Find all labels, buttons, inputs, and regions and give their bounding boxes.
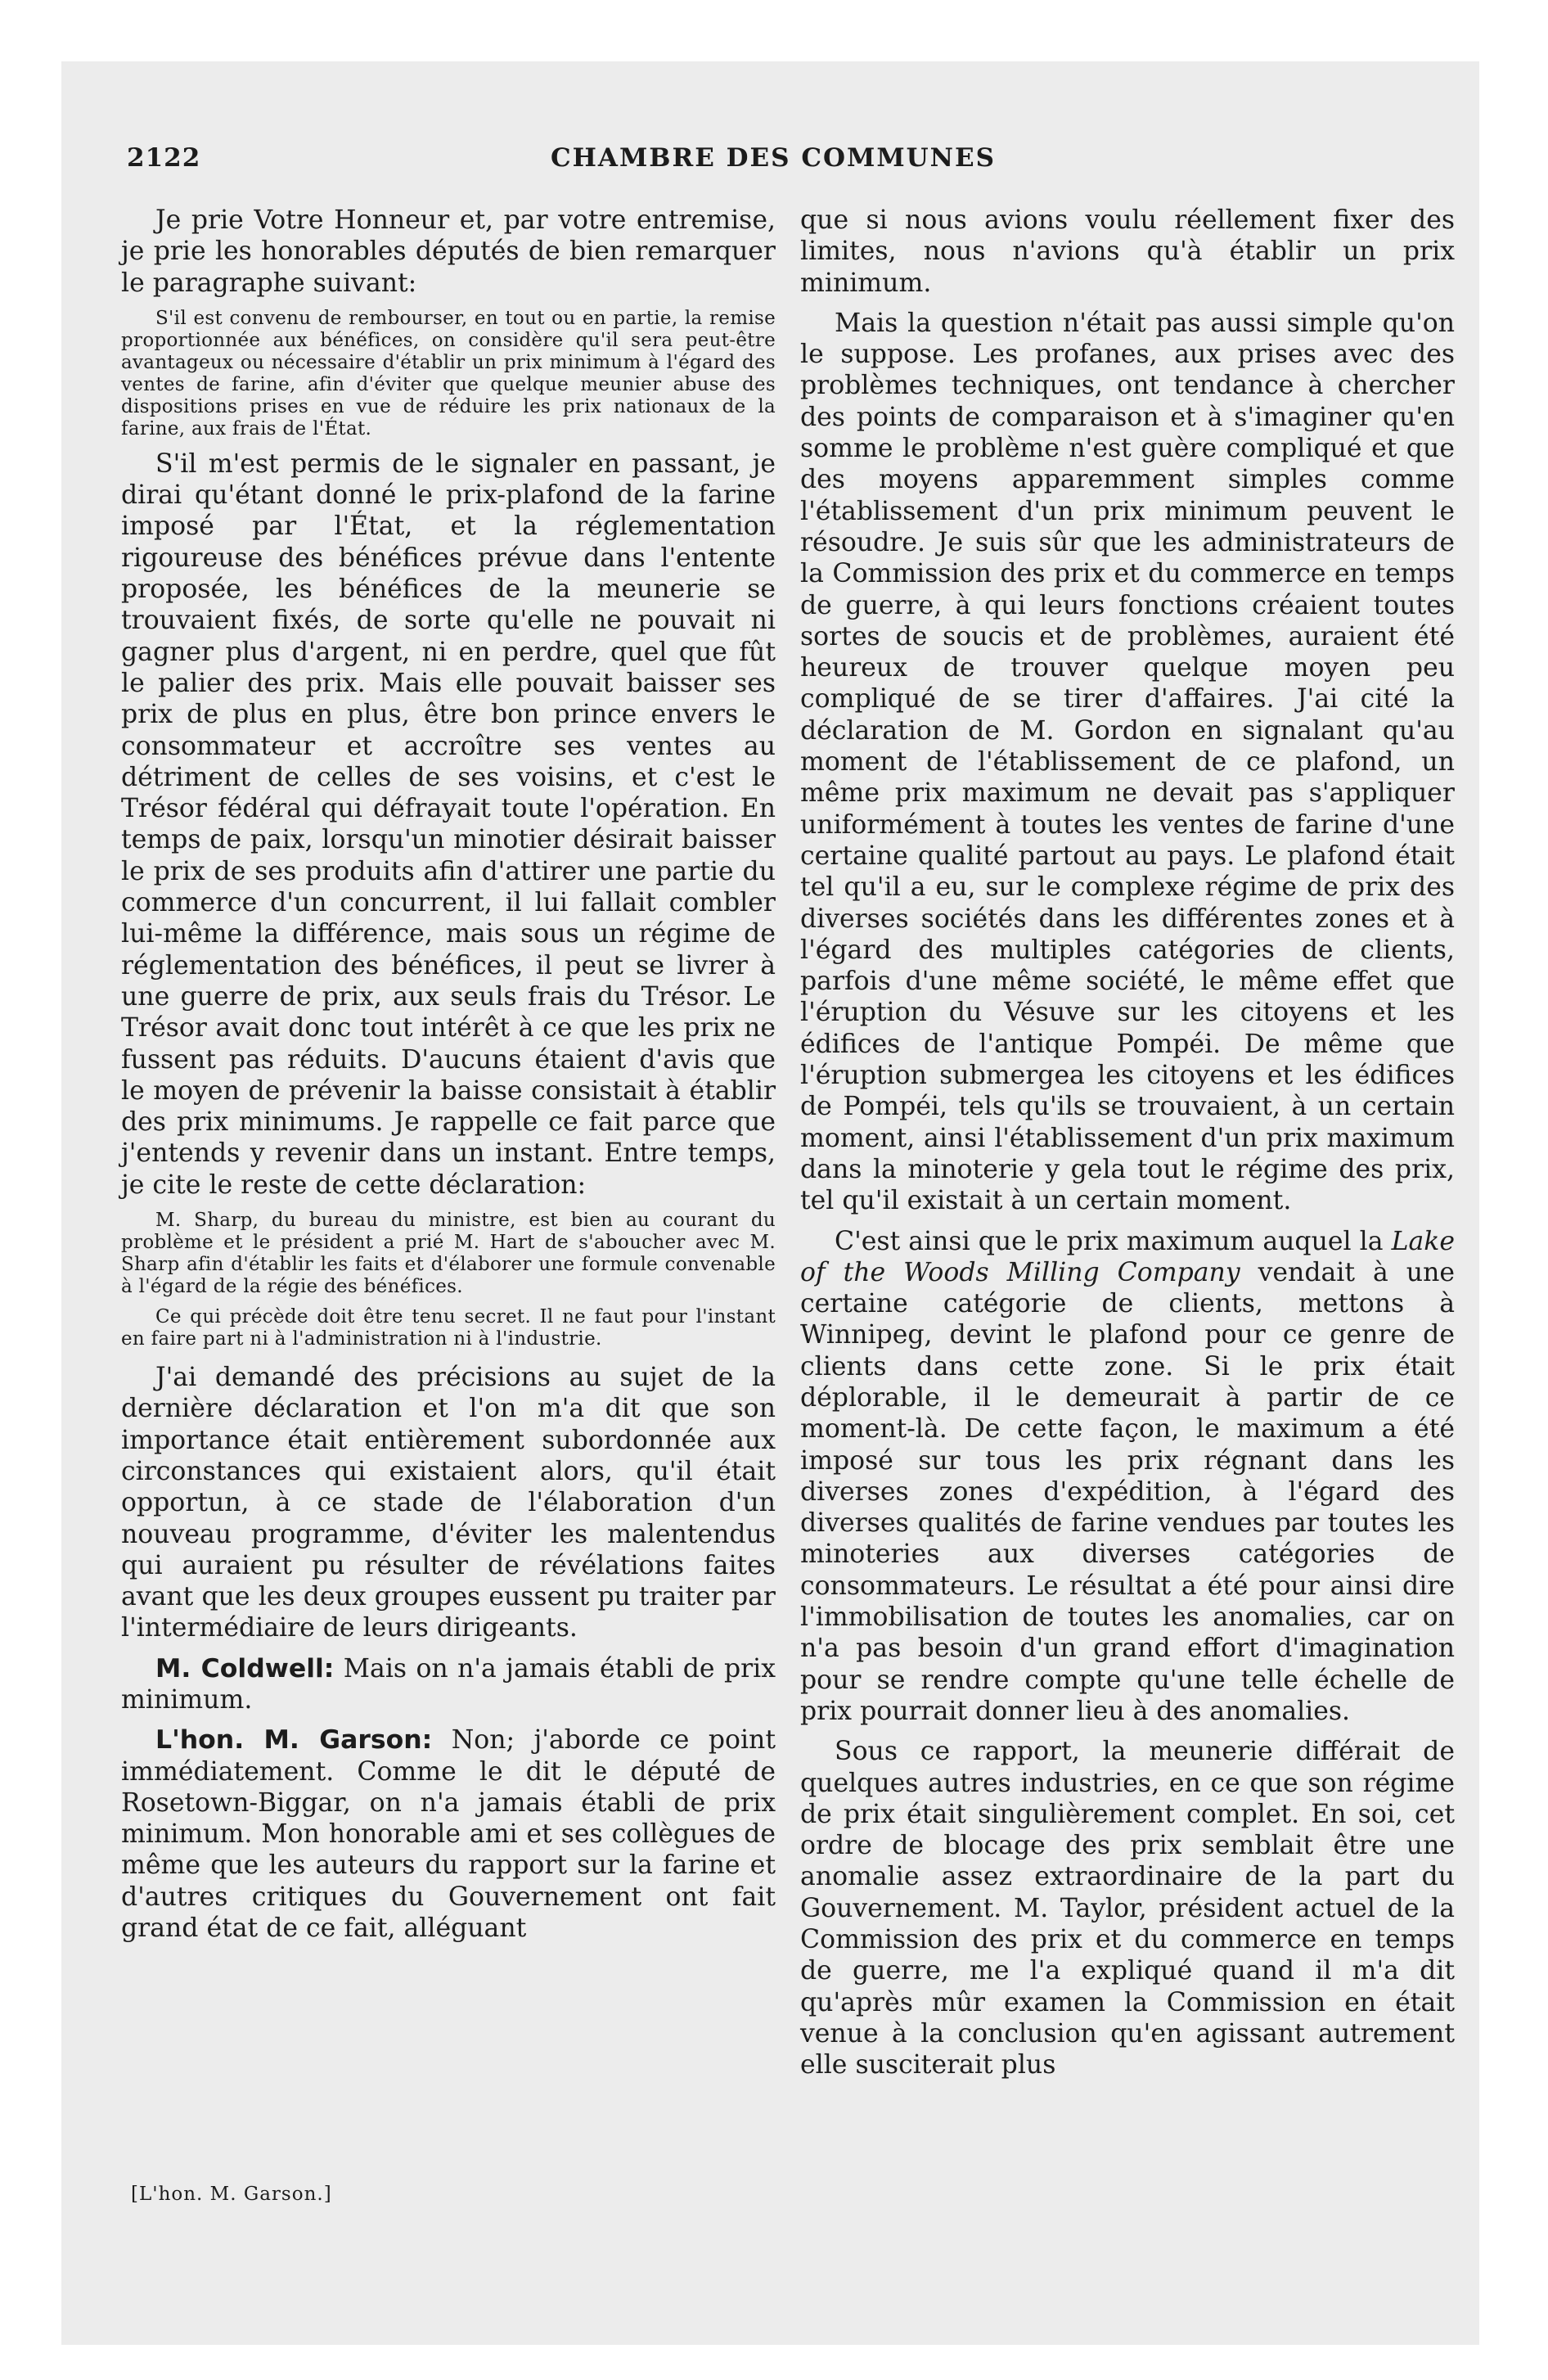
paragraph: Je prie Votre Honneur et, par votre entremise, je prie les honorables députés de bien remarquer le paragraphe suivant: — [121, 205, 776, 298]
speech-text: Non; j'aborde ce point immédiatement. Comme le dit le député de Rosetown-Biggar, on n'a jamais établi de prix minimum. Mon honorable ami et ses collègues de même que les auteurs du rapport sur la farine et d'autres critiques du Gouvernement ont fait grand état de ce fait, alléguant — [121, 1725, 776, 1944]
paragraph: que si nous avions voulu réellement fixer des limites, nous n'avions qu'à établir un prix minimum. — [800, 205, 1455, 298]
speaker-name: L'hon. M. Garson: — [155, 1725, 433, 1756]
quoted-passage: Ce qui précède doit être tenu secret. Il ne faut pour l'instant en faire part ni à l'administration ni à l'industrie. — [121, 1306, 776, 1350]
right-column — [800, 205, 1455, 2090]
left-column — [121, 205, 776, 1953]
speech-text: Mais on n'a jamais établi de prix minimum. — [121, 1653, 776, 1715]
paragraph-text: C'est ainsi que le prix maximum auquel la — [835, 1226, 1384, 1256]
speaker-name: M. Coldwell: — [155, 1653, 335, 1684]
running-title: CHAMBRE DES COMMUNES — [550, 143, 997, 173]
speech-coldwell — [121, 1653, 776, 1716]
paragraph-text: vendait à une certaine catégorie de clients, mettons à Winnipeg, devint le plafond pour ce genre de clients dans cette zone. Si le prix était déplorable, il le demeurait à partir de ce moment-là. De cette façon, le maximum a été imposé sur tous les prix régnant dans les diverses zones d'expédition, à l'égard des diverses qualités de farine vendues par toutes les minoteries aux diverses catégories de consommateurs. Le résultat a été pour ainsi dire l'immobilisation de toutes les anomalies, car on n'a pas besoin d'un grand effort d'imagination pour se rendre compte qu'une telle échelle de prix pourrait donner lieu à des anomalies. — [800, 1257, 1455, 1726]
quoted-passage: S'il est convenu de rembourser, en tout ou en partie, la remise proportionnée aux bénéfices, on considère qu'il sera peut-être avantageux ou nécessaire d'établir un prix minimum à l'égard des ventes de farine, afin d'éviter que quelque meunier abuse des dispositions prises en vue de réduire les prix nationaux de la farine, aux frais de l'État. — [121, 307, 776, 439]
speech-garson — [121, 1724, 776, 1944]
page-header — [127, 143, 1420, 180]
paragraph — [800, 1226, 1455, 1728]
paragraph: S'il m'est permis de le signaler en passant, je dirai qu'étant donné le prix-plafond de la farine imposé par l'État, et la réglementation rigoureuse des bénéfices prévue dans l'entente proposée, les bénéfices de la meunerie se trouvaient fixés, de sorte qu'elle ne pouvait ni gagner plus d'argent, ni en perdre, quel que fût le palier des prix. Mais elle pouvait baisser ses prix de plus en plus, être bon prince envers le consommateur et accroître ses ventes au détriment de celles de ses voisins, et c'est le Trésor fédéral qui défrayait toute l'opération. En temps de paix, lorsqu'un minotier désirait baisser le prix de ses produits afin d'attirer une partie du commerce d'un concurrent, il lui fallait combler lui-même la différence, mais sous un régime de réglementation des bénéfices, il peut se livrer à une guerre de prix, aux seuls frais du Trésor. Le Trésor avait donc tout intérêt à ce que les prix ne fussent pas réduits. D'aucuns étaient d'avis que le moyen de prévenir la baisse consistait à établir des prix minimums. Je rappelle ce fait parce que j'entends y revenir dans un instant. Entre temps, je cite le reste de cette déclaration: — [121, 449, 776, 1200]
speaker-footer-note: [L'hon. M. Garson.] — [131, 2184, 332, 2205]
company-name: Lake of the Woods Milling Company — [800, 1226, 1455, 1287]
page-number: 2122 — [127, 143, 201, 173]
quoted-passage: M. Sharp, du bureau du ministre, est bien au courant du problème et le président a prié M. Hart de s'aboucher avec M. Sharp afin d'établir les faits et d'élaborer une formule convenable à l'égard de la régie des bénéfices. — [121, 1210, 776, 1298]
paragraph: Sous ce rapport, la meunerie différait de quelques autres industries, en ce que son régime de prix était singulièrement complet. En soi, cet ordre de blocage des prix semblait être une anomalie assez extraordinaire de la part du Gouvernement. M. Taylor, président actuel de la Commission des prix et du commerce en temps de guerre, me l'a expliqué quand il m'a dit qu'après mûr examen la Commission en était venue à la conclusion qu'en agissant autrement elle susciterait plus — [800, 1737, 1455, 2080]
paragraph: J'ai demandé des précisions au sujet de la dernière déclaration et l'on m'a dit que son importance était entièrement subordonnée aux circonstances qui existaient alors, qu'il était opportun, à ce stade de l'élaboration d'un nouveau programme, d'éviter les malentendus qui auraient pu résulter de révélations faites avant que les deux groupes eussent pu traiter par l'intermédiaire de leurs dirigeants. — [121, 1363, 776, 1643]
paragraph: Mais la question n'était pas aussi simple qu'on le suppose. Les profanes, aux prises avec des problèmes techniques, ont tendance à chercher des points de comparaison et à s'imaginer qu'en somme le problème n'est guère compliqué et que des moyens apparemment simples comme l'établissement d'un prix minimum peuvent le résoudre. Je suis sûr que les administrateurs de la Commission des prix et du commerce en temps de guerre, à qui leurs fonctions créaient toutes sortes de soucis et de problèmes, auraient été heureux de trouver quelque moyen peu compliqué de se tirer d'affaires. J'ai cité la déclaration de M. Gordon en signalant qu'au moment de l'établissement de ce plafond, un même prix maximum ne devait pas s'appliquer uniformément à toutes les ventes de farine d'une certaine qualité partout au pays. Le plafond était tel qu'il a eu, sur le complexe régime de prix des diverses sociétés dans les différentes zones et à l'égard des multiples catégories de clients, parfois d'une même société, le même effet que l'éruption du Vésuve sur les citoyens et les édifices de l'antique Pompéi. De même que l'éruption submergea les citoyens et les édifices de Pompéi, tels qu'ils se trouvaient, à un certain moment, ainsi l'établissement d'un prix maximum dans la minoterie y gela tout le régime des prix, tel qu'il existait à un certain moment. — [800, 308, 1455, 1216]
